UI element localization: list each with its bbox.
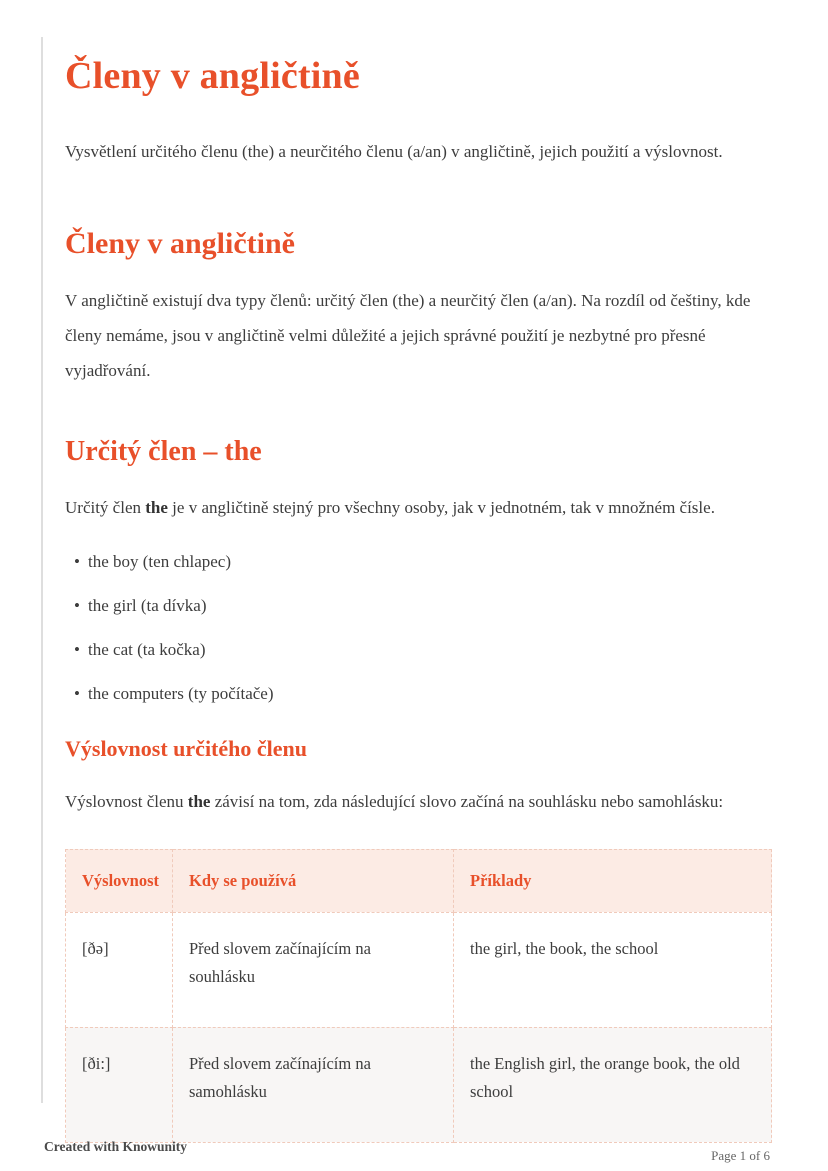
pronunciation-paragraph: [65, 784, 771, 819]
list-item: • the cat (ta kočka): [65, 635, 771, 664]
list-item: • the boy (ten chlapec): [65, 547, 771, 576]
pronunciation-intro-prefix: Výslovnost členu: [65, 791, 188, 811]
pronunciation-intro-bold: the: [187, 791, 211, 811]
table-cell-usage: Před slovem začínajícím na samohlásku: [173, 1027, 454, 1142]
table-cell-pronunciation: [ði:]: [66, 1027, 173, 1142]
section-heading-definite-article: Určitý člen – the: [65, 435, 262, 467]
pronunciation-intro-suffix: závisí na tom, zda následující slovo začíná na souhlásku nebo samohlásku:: [210, 791, 724, 811]
table-cell-examples: the girl, the book, the school: [454, 912, 772, 1027]
definite-article-paragraph: [65, 490, 771, 525]
table-row: [66, 1027, 772, 1142]
pronunciation-table: [65, 849, 772, 1143]
subsection-heading-pronunciation: Výslovnost určitého členu: [65, 735, 307, 761]
table-header-row: [66, 849, 772, 912]
section-heading-overview: Členy v angličtině: [65, 226, 295, 260]
definite-intro-bold: the: [145, 497, 168, 517]
list-item: • the girl (ta dívka): [65, 591, 771, 620]
page-edge-line: [41, 37, 43, 1103]
list-item: • the computers (ty počítače): [65, 679, 771, 708]
definite-intro-prefix: Určitý člen: [65, 497, 146, 517]
intro-paragraph: Vysvětlení určitého členu (the) a neurčitého členu (a/an) v angličtině, jejich použití a výslovnost.: [65, 141, 723, 161]
table-header-pronunciation: Výslovnost: [66, 849, 173, 912]
table-cell-usage: Před slovem začínajícím na souhlásku: [173, 912, 454, 1027]
table-cell-examples: the English girl, the orange book, the old school: [454, 1027, 772, 1142]
footer-created-with: Created with Knowunity: [44, 1139, 188, 1154]
table-header-examples: Příklady: [454, 849, 772, 912]
footer-page-number: Page 1 of 6: [711, 1148, 770, 1163]
example-list: [65, 547, 771, 708]
table-row: [66, 912, 772, 1027]
document-content: [65, 0, 771, 1143]
table-cell-pronunciation: [ðə]: [66, 912, 173, 1027]
overview-paragraph: V angličtině existují dva typy členů: určitý člen (the) a neurčitý člen (a/an). Na rozdíl od češtiny, kde členy nemáme, jsou v angličtině velmi důležité a jejich správné použití je nezbytné pro přesné vyjadřování.: [65, 290, 751, 380]
table-header-usage: Kdy se používá: [173, 849, 454, 912]
page-title: Členy v angličtině: [65, 55, 360, 97]
definite-intro-suffix: je v angličtině stejný pro všechny osoby, jak v jednotném, tak v množném čísle.: [167, 497, 715, 517]
